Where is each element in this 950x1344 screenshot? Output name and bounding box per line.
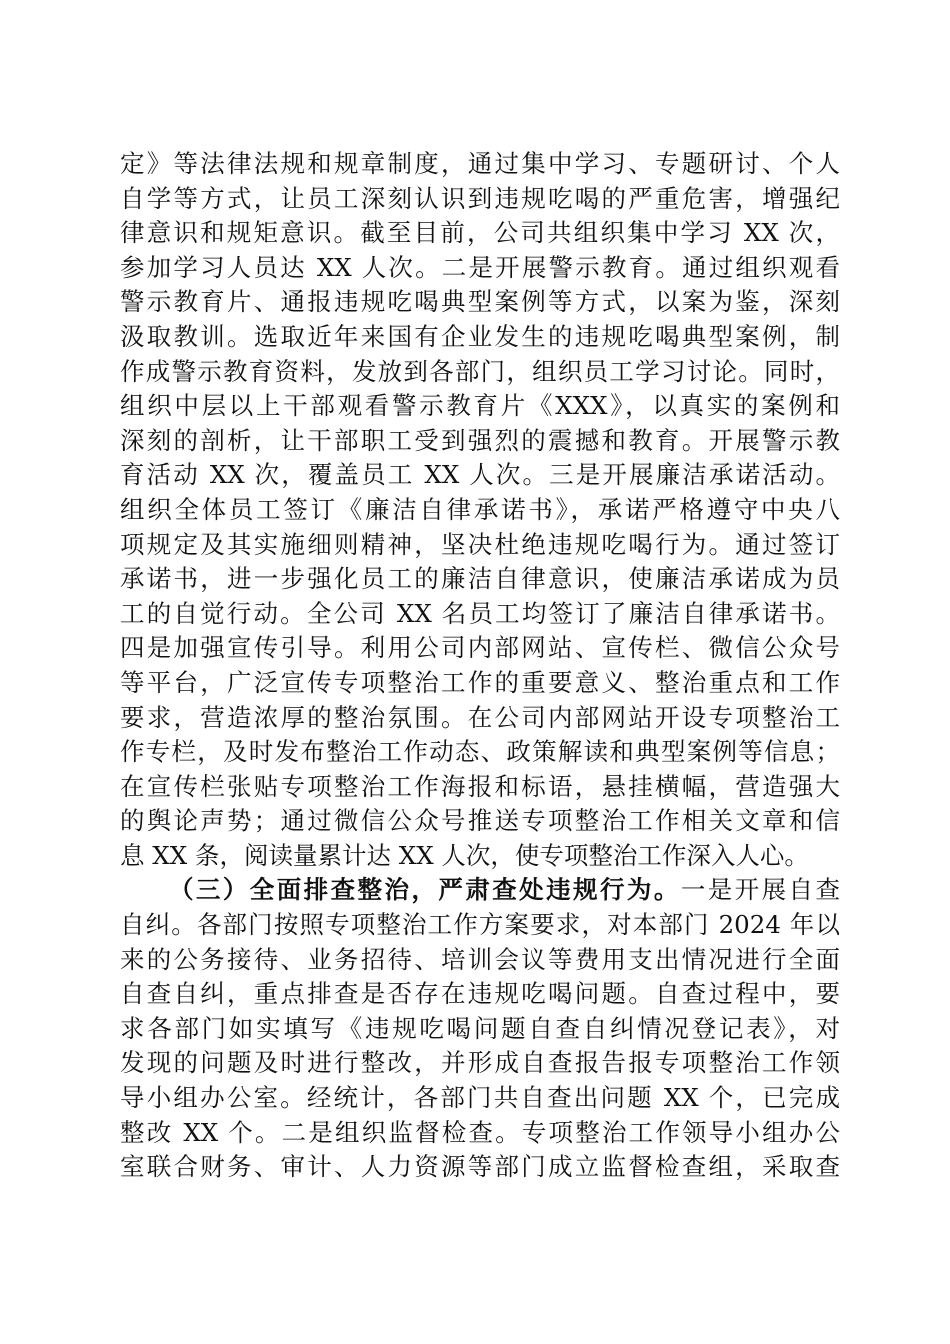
text-line: 自学等方式，让员工深刻认识到违规吃喝的严重危害，增强纪 [120, 183, 840, 213]
text-line: 工的自觉行动。全公司 XX 名员工均签订了廉洁自律承诺书。 [120, 598, 840, 628]
text-line: 汲取教训。选取近年来国有企业发生的违规吃喝典型案例，制 [120, 321, 840, 351]
section-heading-rest: 一是开展自查 [680, 875, 840, 905]
text-line: 警示教育片、通报违规吃喝典型案例等方式，以案为鉴，深刻 [120, 287, 840, 317]
body-text [120, 147, 840, 1185]
text-line: 息 XX 条，阅读量累计达 XX 人次，使专项整治工作深入人心。 [120, 840, 809, 870]
section-heading-line [120, 873, 840, 908]
text-line: 承诺书，进一步强化员工的廉洁自律意识，使廉洁承诺成为员 [120, 564, 840, 594]
text-line: 要求，营造浓厚的整治氛围。在公司内部网站开设专项整治工 [120, 702, 840, 732]
text-line: 自查自纠，重点排查是否存在违规吃喝问题。自查过程中，要 [120, 979, 840, 1009]
text-line: 育活动 XX 次，覆盖员工 XX 人次。三是开展廉洁承诺活动。 [120, 460, 840, 490]
text-line: 等平台，广泛宣传专项整治工作的重要意义、整治重点和工作 [120, 667, 840, 697]
text-line: 参加学习人员达 XX 人次。二是开展警示教育。通过组织观看 [120, 252, 840, 282]
text-line: 项规定及其实施细则精神，坚决杜绝违规吃喝行为。通过签订 [120, 529, 840, 559]
text-line: 作专栏，及时发布整治工作动态、政策解读和典型案例等信息； [120, 737, 840, 767]
text-line: 发现的问题及时进行整改，并形成自查报告报专项整治工作领 [120, 1048, 840, 1078]
text-line: 导小组办公室。经统计，各部门共自查出问题 XX 个，已完成 [120, 1083, 840, 1113]
text-line: 律意识和规矩意识。截至目前，公司共组织集中学习 XX 次， [120, 218, 840, 248]
text-line: 自纠。各部门按照专项整治工作方案要求，对本部门 2024 年以 [120, 910, 840, 940]
text-line: 在宣传栏张贴专项整治工作海报和标语，悬挂横幅，营造强大 [120, 771, 840, 801]
text-line: 深刻的剖析，让干部职工受到强烈的震撼和教育。开展警示教 [120, 425, 840, 455]
text-line: 求各部门如实填写《违规吃喝问题自查自纠情况登记表》，对 [120, 1013, 840, 1043]
section-heading: （三）全面排查整治，严肃查处违规行为。 [169, 875, 681, 905]
text-line: 四是加强宣传引导。利用公司内部网站、宣传栏、微信公众号 [120, 633, 840, 663]
text-line: 室联合财务、审计、人力资源等部门成立监督检查组，采取查 [120, 1152, 840, 1182]
text-line: 定》等法律法规和规章制度，通过集中学习、专题研讨、个人 [120, 149, 840, 178]
text-line: 组织中层以上干部观看警示教育片《XXX》，以真实的案例和 [120, 391, 840, 421]
text-line: 来的公务接待、业务招待、培训会议等费用支出情况进行全面 [120, 944, 840, 974]
text-line: 作成警示教育资料，发放到各部门，组织员工学习讨论。同时， [120, 356, 840, 386]
text-line: 的舆论声势；通过微信公众号推送专项整治工作相关文章和信 [120, 806, 840, 836]
text-line: 组织全体员工签订《廉洁自律承诺书》，承诺严格遵守中央八 [120, 494, 840, 524]
text-line: 整改 XX 个。二是组织监督检查。专项整治工作领导小组办公 [120, 1117, 840, 1147]
